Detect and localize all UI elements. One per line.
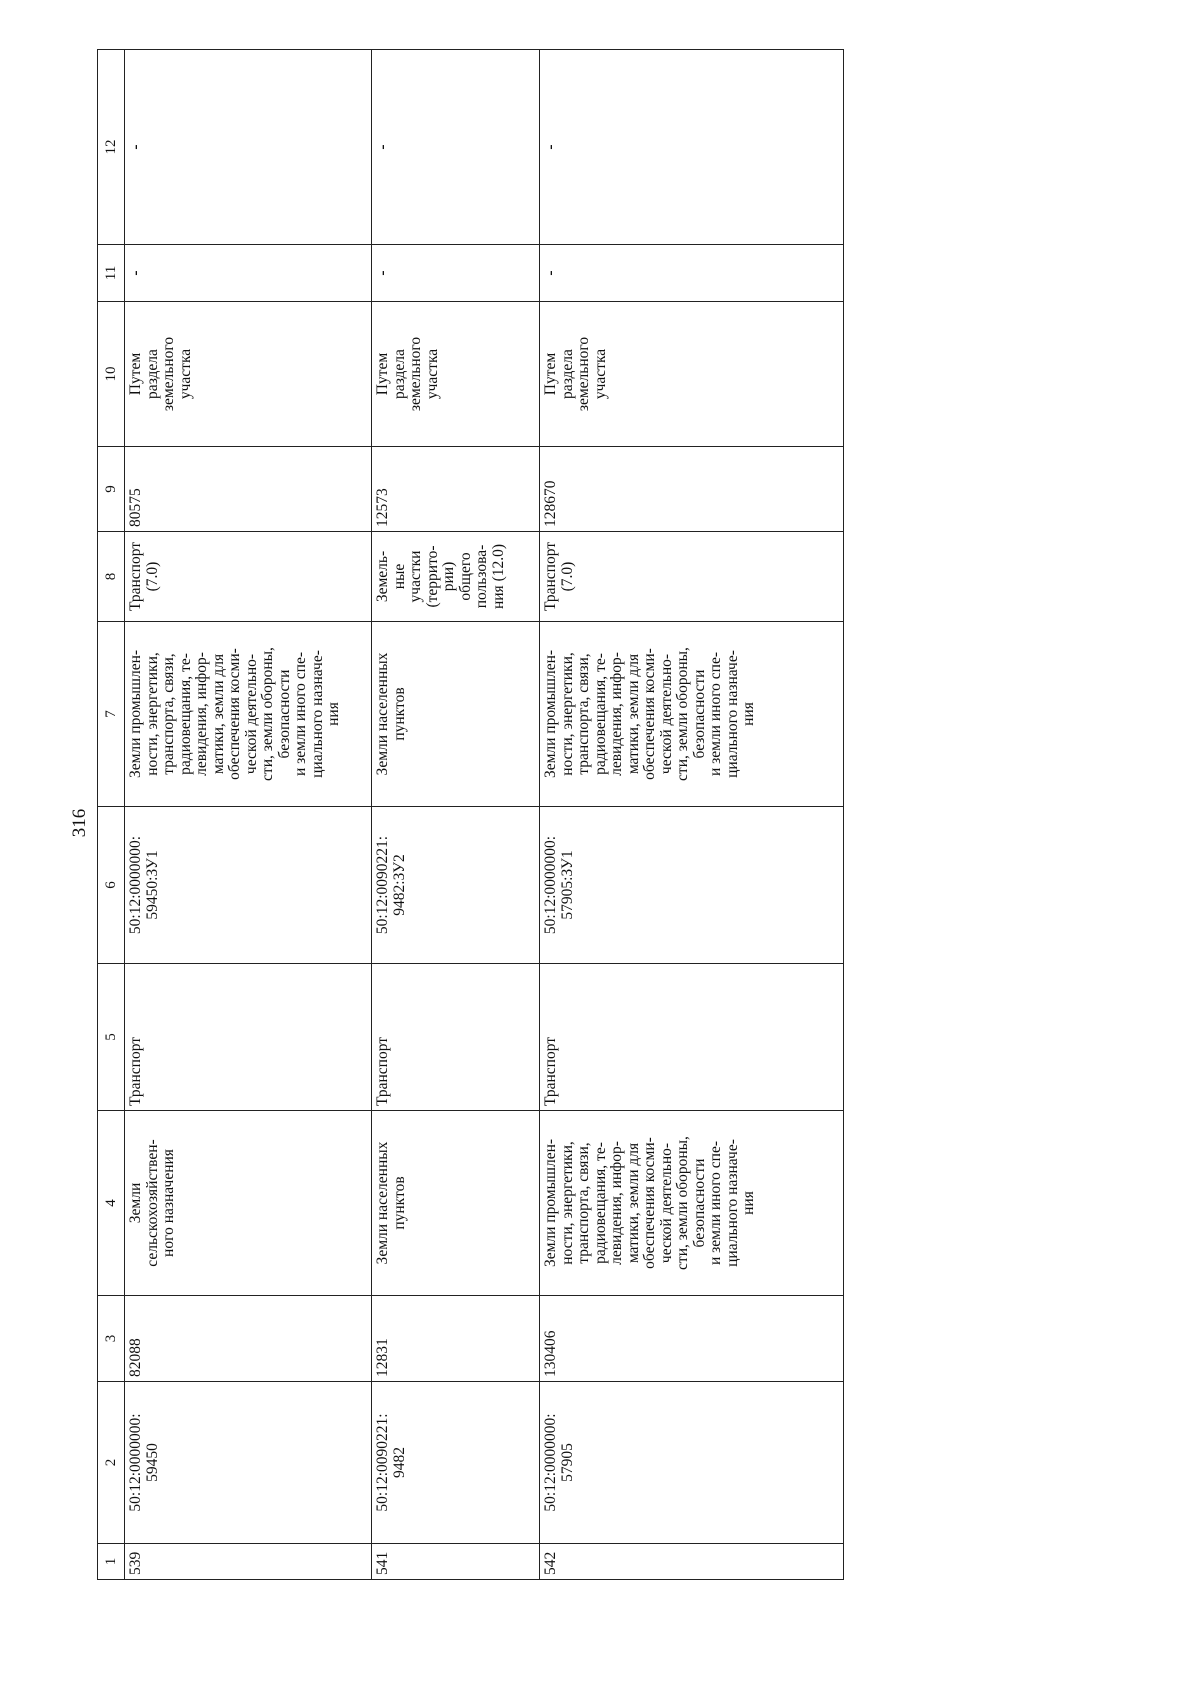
new-plot-number-cell: 50:12:0090221: 9482:ЗУ2 [372,807,540,964]
new-permitted-use-cell: Земель- ные участки (террито- рии) общего пользова- ния (12.0) [372,532,540,622]
cadastral-number-cell: 50:12:0090221: 9482 [372,1382,540,1544]
column-header-11: 11 [98,245,125,302]
column-12-cell: - [540,50,844,245]
column-header-12: 12 [98,50,125,245]
new-plot-number-cell: 50:12:0000000: 59450:ЗУ1 [125,807,372,964]
column-11-cell: - [372,245,540,302]
row-number-cell: 539 [125,1544,372,1580]
column-header-9: 9 [98,447,125,532]
new-land-category-cell: Земли промышлен- ности, энергетики, транспорта, связи, радиовещания, те- левидения, инфор- матики, земли для обеспечения косми- ческой деятельно- сти, земли обороны, безопасности и земли иного спе- циального назначе- ния [125,622,372,807]
cadastral-number-cell: 50:12:0000000: 57905 [540,1382,844,1544]
new-area-cell: 12573 [372,447,540,532]
land-category-cell: Земли промышлен- ности, энергетики, транспорта, связи, радиовещания, те- левидения, инфор- матики, земли для обеспечения косми- ческой деятельно- сти, земли обороны, безопасности и земли иного спе- циального назначе- ния [540,1111,844,1296]
column-numbers-row [98,50,125,1580]
permitted-use-cell: Транспорт [540,964,844,1111]
area-cell: 82088 [125,1296,372,1382]
new-land-category-cell: Земли населенных пунктов [372,622,540,807]
column-header-1: 1 [98,1544,125,1580]
column-11-cell: - [125,245,372,302]
table-row [125,50,372,1580]
formation-method-cell: Путем раздела земельного участка [125,302,372,447]
page-number: 316 [69,808,90,838]
cadastral-number-cell: 50:12:0000000: 59450 [125,1382,372,1544]
land-plot-table [97,49,844,1580]
column-header-2: 2 [98,1382,125,1544]
column-header-3: 3 [98,1296,125,1382]
column-header-6: 6 [98,807,125,964]
new-permitted-use-cell: Транспорт (7.0) [540,532,844,622]
column-12-cell: - [125,50,372,245]
row-number-cell: 542 [540,1544,844,1580]
row-number-cell: 541 [372,1544,540,1580]
new-area-cell: 80575 [125,447,372,532]
column-11-cell: - [540,245,844,302]
column-12-cell: - [372,50,540,245]
permitted-use-cell: Транспорт [125,964,372,1111]
area-cell: 130406 [540,1296,844,1382]
column-header-7: 7 [98,622,125,807]
land-category-cell: Земли сельскохозяйствен- ного назначения [125,1111,372,1296]
column-header-5: 5 [98,964,125,1111]
new-land-category-cell: Земли промышлен- ности, энергетики, транспорта, связи, радиовещания, те- левидения, инфор- матики, земли для обеспечения косми- ческой деятельно- сти, земли обороны, безопасности и земли иного спе- циального назначе- ния [540,622,844,807]
new-plot-number-cell: 50:12:0000000: 57905:ЗУ1 [540,807,844,964]
rotated-table-container [97,50,842,1580]
column-header-8: 8 [98,532,125,622]
area-cell: 12831 [372,1296,540,1382]
new-area-cell: 128670 [540,447,844,532]
new-permitted-use-cell: Транспорт (7.0) [125,532,372,622]
permitted-use-cell: Транспорт [372,964,540,1111]
formation-method-cell: Путем раздела земельного участка [540,302,844,447]
table-row [372,50,540,1580]
column-header-4: 4 [98,1111,125,1296]
formation-method-cell: Путем раздела земельного участка [372,302,540,447]
table-row [540,50,844,1580]
land-category-cell: Земли населенных пунктов [372,1111,540,1296]
column-header-10: 10 [98,302,125,447]
